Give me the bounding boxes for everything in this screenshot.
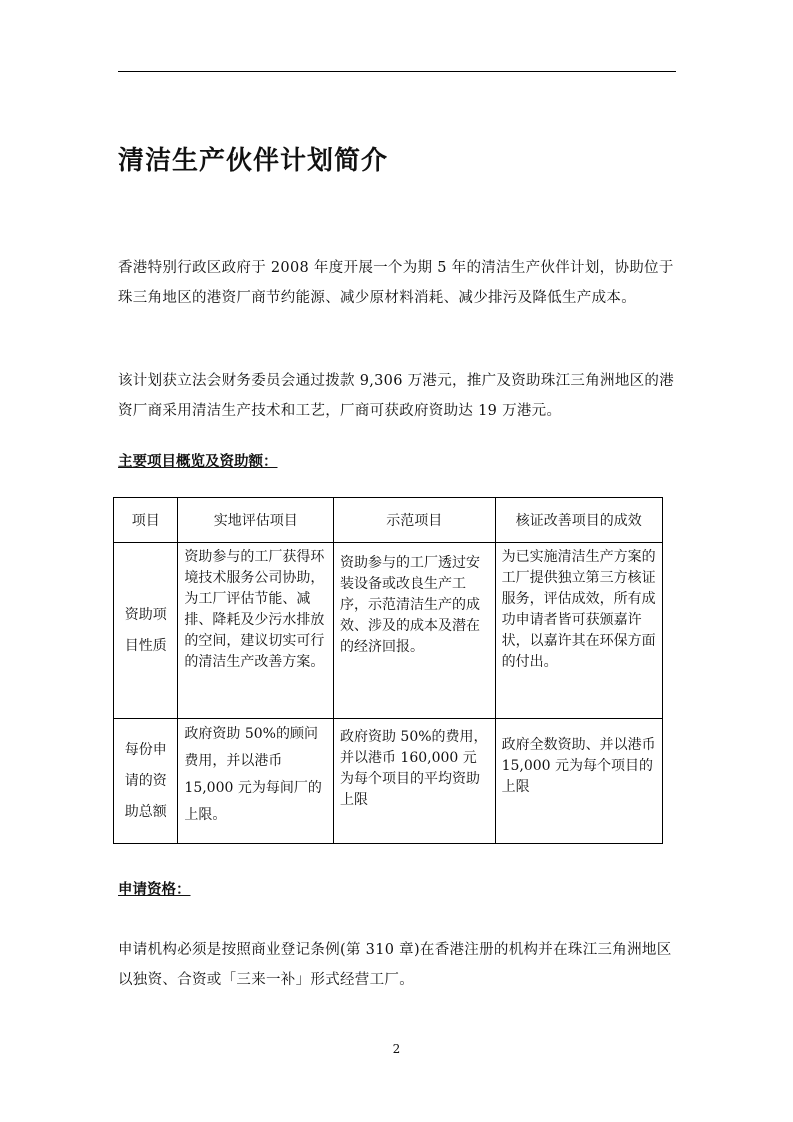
funding-paragraph: 该计划获立法会财务委员会通过拨款 9,306 万港元，推广及资助珠江三角洲地区的港资厂商采用清洁生产技术和工艺，厂商可获政府资助达 19 万港元。 — [118, 373, 675, 419]
cell-text: 政府全数资助、并以港币 15,000 元为每个项目的上限 — [501, 737, 656, 795]
table-header: 项目 — [114, 498, 178, 543]
table-row — [114, 543, 663, 719]
section-heading-overview: 主要项目概览及资助额： — [118, 454, 278, 470]
cell-text: 资助参与的工厂获得环境技术服务公司协助，为工厂评估节能、减排、降耗及少污水排放的空间，建议切实可行的清洁生产改善方案。 — [184, 549, 325, 670]
cell-text: 为已实施清洁生产方案的工厂提供独立第三方核证服务，评估成效，所有成功申请者皆可获颁嘉许状，以嘉许其在环保方面的付出。 — [501, 549, 656, 670]
page-title: 清洁生产伙伴计划简介 — [118, 146, 389, 176]
cell-text: 政府资助 50%的顾问费用，并以港币 15,000 元为每间厂的上限。 — [184, 726, 322, 823]
page-number: 2 — [392, 1042, 401, 1056]
row-label: 资助项目性质 — [114, 543, 178, 719]
table-header: 核证改善项目的成效 — [495, 498, 662, 543]
intro-paragraph: 香港特别行政区政府于 2008 年度开展一个为期 5 年的清洁生产伙伴计划，协助位于珠三角地区的港资厂商节约能源、减少原材料消耗、减少排污及降低生产成本。 — [118, 260, 674, 306]
cell-text: 政府资助 50%的费用，并以港币 160,000 元为每个项目的平均资助上限 — [339, 729, 488, 808]
section-heading-eligibility: 申请资格： — [118, 882, 191, 898]
table-cell — [333, 543, 495, 719]
table-cell — [495, 543, 662, 719]
table-cell — [495, 719, 662, 844]
table-cell — [178, 719, 334, 844]
table-header: 示范项目 — [333, 498, 495, 543]
table-row — [114, 719, 663, 844]
eligibility-paragraph: 申请机构必须是按照商业登记条例(第 310 章)在香港注册的机构并在珠江三角洲地区以独资、合资或「三来一补」形式经营工厂。 — [118, 942, 672, 988]
cell-text: 资助参与的工厂透过安装设备或改良生产工序，示范清洁生产的成效、涉及的成本及潜在的经济回报。 — [339, 555, 480, 655]
table-header-row — [114, 498, 663, 543]
table-cell — [178, 543, 334, 719]
table-cell — [333, 719, 495, 844]
header-rule — [118, 71, 676, 72]
project-overview-table — [113, 497, 663, 844]
row-label: 每份申请的资助总额 — [114, 719, 178, 844]
table-header: 实地评估项目 — [178, 498, 334, 543]
